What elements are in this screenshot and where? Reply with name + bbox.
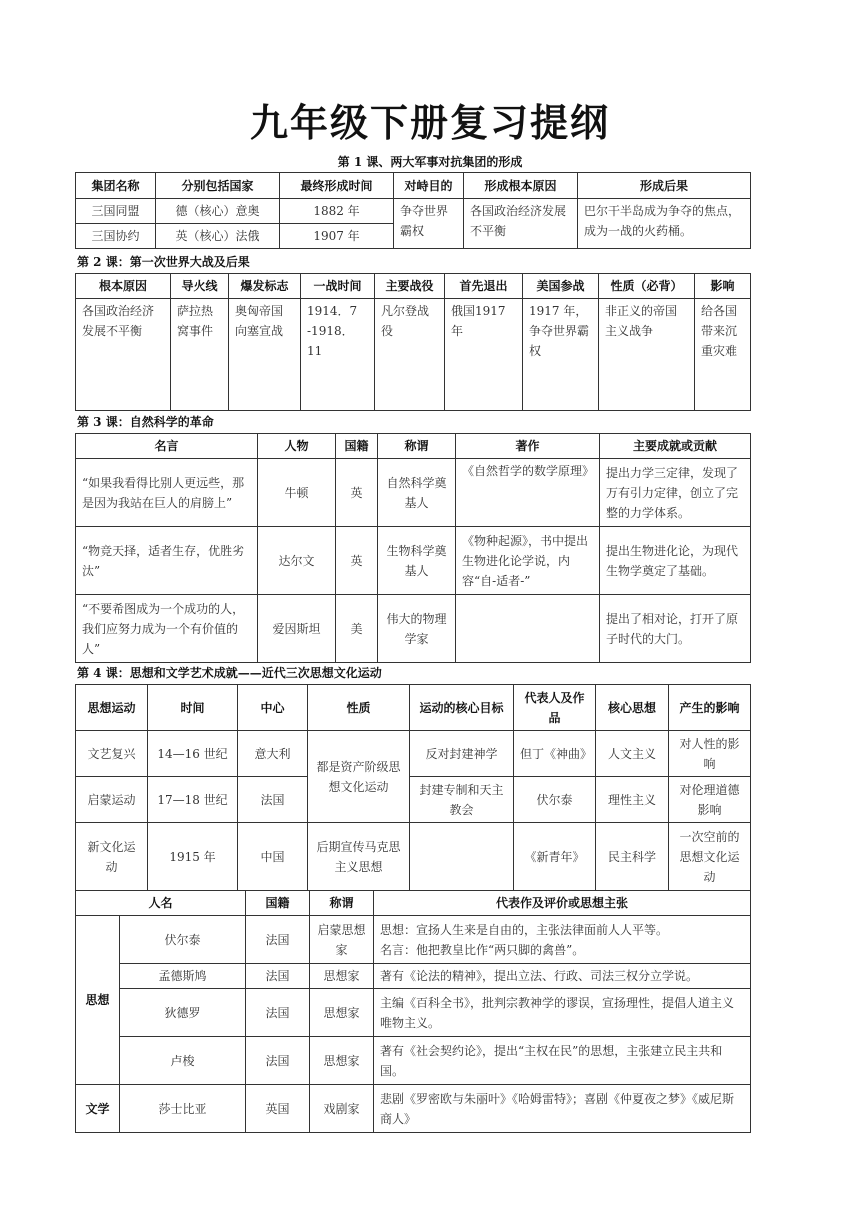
table-cell: 法国 — [246, 916, 310, 964]
table-cell: 对人性的影响 — [669, 731, 751, 777]
group-label: 思想 — [76, 916, 120, 1085]
table-cell — [374, 916, 751, 964]
table-cell: 卢梭 — [120, 1037, 246, 1085]
table-row — [76, 823, 751, 891]
table-row — [76, 1037, 751, 1085]
table-cell — [456, 595, 600, 663]
table-cell: 著有《论法的精神》，提出立法、行政、司法三权分立学说。 — [374, 964, 751, 989]
column-header: 核心思想 — [596, 685, 669, 731]
table-row — [76, 1085, 751, 1133]
table-cell: 悲剧《罗密欧与朱丽叶》《哈姆雷特》；喜剧《仲夏夜之梦》《威尼斯商人》 — [374, 1085, 751, 1133]
table-cell: 1915 年 — [148, 823, 238, 891]
column-header: 集团名称 — [76, 173, 156, 199]
column-header: 导火线 — [171, 274, 229, 299]
lesson2-table — [75, 273, 751, 411]
table-cell: 提出生物进化论，为现代生物学奠定了基础。 — [600, 527, 751, 595]
table-cell: 狄德罗 — [120, 989, 246, 1037]
table-cell: 都是资产阶级思想文化运动 — [308, 731, 410, 823]
column-header: 中心 — [238, 685, 308, 731]
table-row — [76, 199, 751, 224]
column-header: 著作 — [456, 434, 600, 459]
table-cell — [410, 823, 514, 891]
table-cell: 《物种起源》，书中提出生物进化论学说，内容“自-适者-” — [456, 527, 600, 595]
table-cell: 牛顿 — [258, 459, 336, 527]
table-cell: 英（核心）法俄 — [156, 224, 280, 249]
column-header: 称谓 — [310, 891, 374, 916]
column-header: 国籍 — [336, 434, 378, 459]
table-cell: 著有《社会契约论》，提出“主权在民”的思想，主张建立民主共和国。 — [374, 1037, 751, 1085]
column-header: 形成根本原因 — [464, 173, 578, 199]
column-header: 首先退出 — [445, 274, 523, 299]
table-cell: 但丁《神曲》 — [514, 731, 596, 777]
lesson1-heading: 第 1 课、两大军事对抗集团的形成 — [337, 155, 523, 169]
table-cell: 反对封建神学 — [410, 731, 514, 777]
lesson3-heading: 第 3 课：自然科学的革命 — [77, 415, 214, 429]
table-cell: 凡尔登战役 — [375, 299, 445, 411]
table-cell: 《自然哲学的数学原理》 — [456, 459, 600, 527]
lesson3-table — [75, 433, 751, 663]
table-cell: 17—18 世纪 — [148, 777, 238, 823]
table-cell: 新文化运动 — [76, 823, 148, 891]
table-cell: 法国 — [238, 777, 308, 823]
table-cell: 德（核心）意奥 — [156, 199, 280, 224]
table-cell: 文艺复兴 — [76, 731, 148, 777]
table-cell: 伟大的物理学家 — [378, 595, 456, 663]
group-label: 文学 — [76, 1085, 120, 1133]
column-header: 主要成就或贡献 — [600, 434, 751, 459]
table-cell: 英 — [336, 459, 378, 527]
table-row — [76, 916, 751, 964]
table-cell: 对伦理道德影响 — [669, 777, 751, 823]
table-cell: 中国 — [238, 823, 308, 891]
column-header: 主要战役 — [375, 274, 445, 299]
table-cell: 1914．7 -1918．11 — [301, 299, 375, 411]
table-cell: 萨拉热窝事件 — [171, 299, 229, 411]
column-header: 人名 — [76, 891, 246, 916]
table-header-row — [76, 685, 751, 731]
table-cell: 人文主义 — [596, 731, 669, 777]
table-cell: 爱因斯坦 — [258, 595, 336, 663]
column-header: 名言 — [76, 434, 258, 459]
table-row — [76, 989, 751, 1037]
column-header: 美国参战 — [523, 274, 599, 299]
table-cell: 三国同盟 — [76, 199, 156, 224]
table-row — [76, 777, 751, 823]
table-cell: 思想家 — [310, 989, 374, 1037]
table-cell: 英国 — [246, 1085, 310, 1133]
column-header: 代表人及作品 — [514, 685, 596, 731]
table-cell: 启蒙运动 — [76, 777, 148, 823]
table-cell: 思想家 — [310, 1037, 374, 1085]
table-cell: 奥匈帝国向塞宣战 — [229, 299, 301, 411]
column-header: 时间 — [148, 685, 238, 731]
column-header: 性质（必背） — [599, 274, 695, 299]
table-header-row — [76, 274, 751, 299]
column-header: 一战时间 — [301, 274, 375, 299]
column-header: 称谓 — [378, 434, 456, 459]
table-cell: 法国 — [246, 1037, 310, 1085]
table-cell-line: 名言：他把教皇比作“两只脚的禽兽”。 — [380, 942, 585, 957]
lesson4-table — [75, 684, 751, 891]
table-cell: 自然科学奠基人 — [378, 459, 456, 527]
column-header: 性质 — [308, 685, 410, 731]
column-header: 思想运动 — [76, 685, 148, 731]
column-header: 最终形成时间 — [280, 173, 394, 199]
table-cell: 达尔文 — [258, 527, 336, 595]
table-cell: 伏尔泰 — [514, 777, 596, 823]
table-cell: “不要希图成为一个成功的人，我们应努力成为一个有价值的人” — [76, 595, 258, 663]
table-cell: “如果我看得比别人更远些，那是因为我站在巨人的肩膀上” — [76, 459, 258, 527]
table-row — [76, 731, 751, 777]
column-header: 代表作及评价或思想主张 — [374, 891, 751, 916]
table-cell: 14—16 世纪 — [148, 731, 238, 777]
table-cell: 俄国1917年 — [445, 299, 523, 411]
table-cell: 非正义的帝国主义战争 — [599, 299, 695, 411]
column-header: 根本原因 — [76, 274, 171, 299]
table-cell: 伏尔泰 — [120, 916, 246, 964]
table-cell: 争夺世界霸权 — [394, 199, 464, 249]
table-header-row — [76, 434, 751, 459]
table-cell: 戏剧家 — [310, 1085, 374, 1133]
table-cell: 理性主义 — [596, 777, 669, 823]
column-header: 运动的核心目标 — [410, 685, 514, 731]
table-cell: 给各国带来沉重灾难 — [695, 299, 751, 411]
column-header: 产生的影响 — [669, 685, 751, 731]
table-cell: 英 — [336, 527, 378, 595]
table-header-row — [76, 891, 751, 916]
table-row — [76, 527, 751, 595]
table-cell: 孟德斯鸠 — [120, 964, 246, 989]
table-cell: 提出了相对论，打开了原子时代的大门。 — [600, 595, 751, 663]
column-header: 爆发标志 — [229, 274, 301, 299]
table-cell: 生物科学奠基人 — [378, 527, 456, 595]
table-cell: 各国政治经济发展不平衡 — [464, 199, 578, 249]
table-cell: 《新青年》 — [514, 823, 596, 891]
lesson1-table — [75, 172, 751, 249]
table-cell: 1907 年 — [280, 224, 394, 249]
table-cell-line: 思想：宣扬人生来是自由的，主张法律面前人人平等。 — [380, 922, 669, 937]
table-cell: 各国政治经济发展不平衡 — [76, 299, 171, 411]
table-row — [76, 299, 751, 411]
table-cell: 巴尔干半岛成为争夺的焦点，成为一战的火药桶。 — [578, 199, 751, 249]
table-cell: 民主科学 — [596, 823, 669, 891]
table-cell: 思想家 — [310, 964, 374, 989]
page-title: 九年级下册复习提纲 — [249, 100, 610, 145]
table-cell: 意大利 — [238, 731, 308, 777]
table-cell: 法国 — [246, 964, 310, 989]
table-cell: 启蒙思想家 — [310, 916, 374, 964]
people-table — [75, 890, 751, 1133]
column-header: 国籍 — [246, 891, 310, 916]
table-cell: 法国 — [246, 989, 310, 1037]
table-row — [76, 459, 751, 527]
table-cell: 提出力学三定律，发现了万有引力定律，创立了完整的力学体系。 — [600, 459, 751, 527]
table-cell: 封建专制和天主教会 — [410, 777, 514, 823]
table-cell: 1882 年 — [280, 199, 394, 224]
table-cell: 后期宣传马克思主义思想 — [308, 823, 410, 891]
lesson4-heading: 第 4 课：思想和文学艺术成就——近代三次思想文化运动 — [77, 666, 382, 680]
table-cell: 莎士比亚 — [120, 1085, 246, 1133]
column-header: 形成后果 — [578, 173, 751, 199]
column-header: 人物 — [258, 434, 336, 459]
column-header: 对峙目的 — [394, 173, 464, 199]
lesson2-heading: 第 2 课：第一次世界大战及后果 — [77, 255, 250, 269]
table-cell: 一次空前的思想文化运动 — [669, 823, 751, 891]
table-cell: 三国协约 — [76, 224, 156, 249]
table-cell: 美 — [336, 595, 378, 663]
table-row — [76, 595, 751, 663]
table-cell: “物竞天择，适者生存，优胜劣汰” — [76, 527, 258, 595]
column-header: 分别包括国家 — [156, 173, 280, 199]
table-cell: 1917 年，争夺世界霸权 — [523, 299, 599, 411]
table-cell: 主编《百科全书》，批判宗教神学的谬误，宣扬理性，提倡人道主义唯物主义。 — [374, 989, 751, 1037]
table-header-row — [76, 173, 751, 199]
table-row — [76, 964, 751, 989]
column-header: 影响 — [695, 274, 751, 299]
